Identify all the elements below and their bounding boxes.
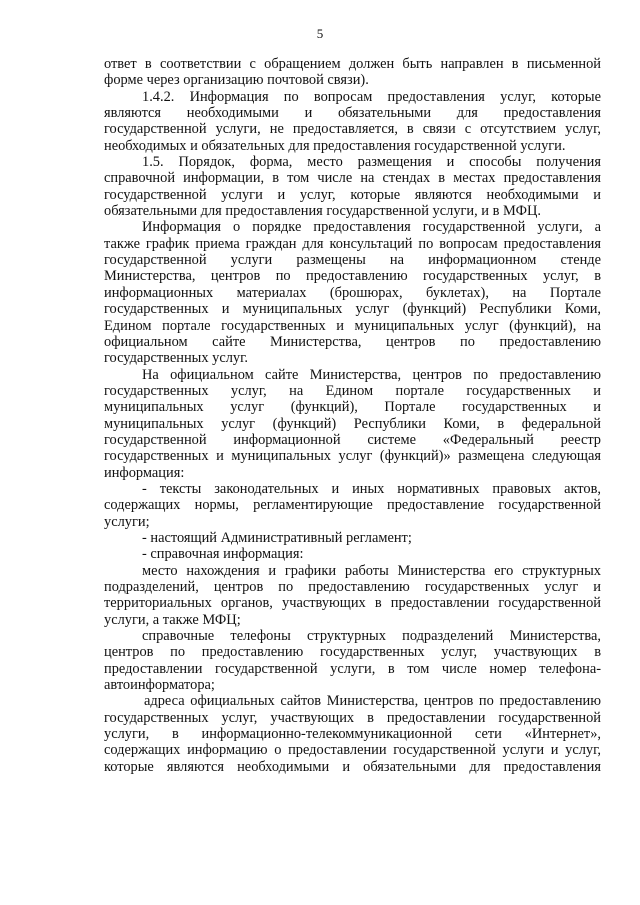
text-line: Информация о порядке предоставления государственной услуги, а [142,219,601,236]
text-line: содержащих информацию о предоставлении государственной услуги и услуг, [104,742,601,759]
page-number: 5 [316,26,324,41]
text-line: государственной информационной системе «Федеральный реестр [104,431,601,448]
text-line: адреса официальных сайтов Министерства, центров по предоставлению [144,693,601,710]
text-line: Министерства, центров по предоставлению государственных услуг, в [104,268,601,285]
document-body [104,56,601,775]
text-line: также график приема граждан для консультаций по вопросам предоставления [104,235,601,252]
text-line: Едином портале государственных и муниципальных услуг (функций), на [104,317,601,334]
text-line: 1.4.2. Информация по вопросам предоставления услуг, которые [142,88,601,105]
text-line: ответ в соответствии с обращением должен быть направлен в письменной [104,56,601,72]
text-line: государственных услуг. [104,350,248,367]
text-line: государственных услуг, участвующих в предоставлении государственной [104,709,601,726]
text-line: услуги, а также МФЦ; [104,611,241,628]
text-line: автоинформатора; [104,677,215,694]
text-line: услуги; [104,513,150,530]
text-line: подразделений, центров по предоставлению государственных услуг и [104,579,601,595]
text-line: центров по предоставлению государственных услуг, участвующих в [104,644,601,661]
text-line: место нахождения и графики работы Министерства его структурных [142,562,601,579]
text-line: государственных услуг, на Едином портале государственных и [104,382,601,399]
text-line: справочной информации, в том числе на стендах в местах предоставления [104,170,601,187]
text-line: которые являются необходимыми и обязательными для предоставления [104,758,601,775]
text-line: государственных и муниципальных услуг (функций) Республики Коми, [104,301,601,318]
text-line: муниципальных услуг (функций), Портале государственных и [104,399,601,416]
text-line: государственной услуги и услуг, которые являются необходимыми и [104,186,601,203]
text-line: услуги, в информационно-телекоммуникационной сети «Интернет», [104,726,601,743]
text-line: государственных и муниципальных услуг (функций)» размещена следующая [104,448,601,465]
text-line: содержащих нормы, регламентирующие предоставление государственной [104,497,601,514]
text-line: справочные телефоны структурных подразделений Министерства, [142,628,601,645]
text-line: информационных материалах (брошюрах, буклетах), на Портале [104,284,601,301]
text-line: являются необходимыми и обязательными для предоставления [104,105,601,122]
text-line: 1.5. Порядок, форма, место размещения и способы получения [142,154,601,171]
text-line: - справочная информация: [142,546,304,563]
text-line: официальном сайте Министерства, центров по предоставлению [104,333,601,350]
text-line: На официальном сайте Министерства, центров по предоставлению [142,366,601,383]
text-line: - тексты законодательных и иных нормативных правовых актов, [142,480,601,497]
text-line: - настоящий Административный регламент; [142,529,412,546]
text-line: государственной услуги размещены на информационном стенде [104,252,601,269]
text-line: предоставлении государственной услуги, в том числе номер телефона- [104,660,601,677]
text-line: форме через организацию почтовой связи). [104,72,369,89]
text-line: необходимых и обязательных для предоставления государственной услуги. [104,137,566,154]
text-line: информация: [104,464,185,481]
text-line: обязательными для предоставления государственной услуги, и в МФЦ. [104,203,541,220]
text-line: территориальных органов, участвующих в предоставлении государственной [104,595,601,612]
text-line: муниципальных услуг (функций) Республики Коми, в федеральной [104,415,601,432]
text-line: государственной услуги, не предоставляется, в связи с отсутствием услуг, [104,121,601,138]
